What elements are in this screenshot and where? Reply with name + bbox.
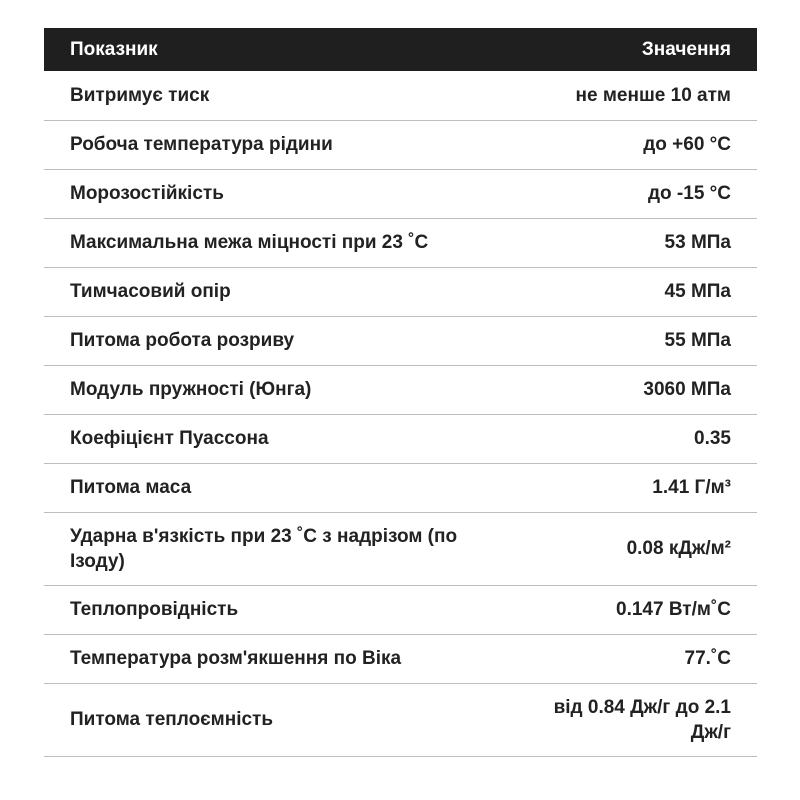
row-value: 53 МПа: [504, 218, 757, 267]
table-row: [44, 585, 757, 634]
row-label: Ударна в'язкість при 23 ˚С з надрізом (по Ізоду): [44, 512, 504, 585]
row-value: 0.35: [504, 414, 757, 463]
row-value: 0.08 кДж/м²: [504, 512, 757, 585]
row-value: не менше 10 атм: [504, 71, 757, 120]
table-row: [44, 463, 757, 512]
row-label: Максимальна межа міцності при 23 ˚С: [44, 218, 504, 267]
row-value: до -15 °C: [504, 169, 757, 218]
table-row: [44, 169, 757, 218]
table-row: [44, 683, 757, 756]
table-row: [44, 634, 757, 683]
row-label: Тимчасовий опір: [44, 267, 504, 316]
header-value: Значення: [504, 28, 757, 71]
row-value: 77.˚С: [504, 634, 757, 683]
specs-table: [44, 28, 757, 757]
table-row: [44, 218, 757, 267]
row-label: Температура розм'якшення по Віка: [44, 634, 504, 683]
table-row: [44, 414, 757, 463]
row-label: Морозостійкість: [44, 169, 504, 218]
table-row: [44, 512, 757, 585]
table-row: [44, 120, 757, 169]
table-row: [44, 267, 757, 316]
specs-table-container: [44, 28, 757, 757]
table-row: [44, 365, 757, 414]
table-body: [44, 71, 757, 756]
row-value: 55 МПа: [504, 316, 757, 365]
row-label: Питома теплоємність: [44, 683, 504, 756]
row-value: 3060 МПа: [504, 365, 757, 414]
table-row: [44, 316, 757, 365]
row-label: Теплопровідність: [44, 585, 504, 634]
row-label: Витримує тиск: [44, 71, 504, 120]
row-label: Робоча температура рідини: [44, 120, 504, 169]
header-row: [44, 28, 757, 71]
table-header: [44, 28, 757, 71]
row-label: Питома маса: [44, 463, 504, 512]
row-value: до +60 °C: [504, 120, 757, 169]
row-label: Модуль пружності (Юнга): [44, 365, 504, 414]
row-label: Питома робота розриву: [44, 316, 504, 365]
row-value: від 0.84 Дж/г до 2.1 Дж/г: [504, 683, 757, 756]
table-row: [44, 71, 757, 120]
header-indicator: Показник: [44, 28, 504, 71]
row-value: 45 МПа: [504, 267, 757, 316]
row-label: Коефіцієнт Пуассона: [44, 414, 504, 463]
row-value: 0.147 Вт/м˚С: [504, 585, 757, 634]
row-value: 1.41 Г/м³: [504, 463, 757, 512]
